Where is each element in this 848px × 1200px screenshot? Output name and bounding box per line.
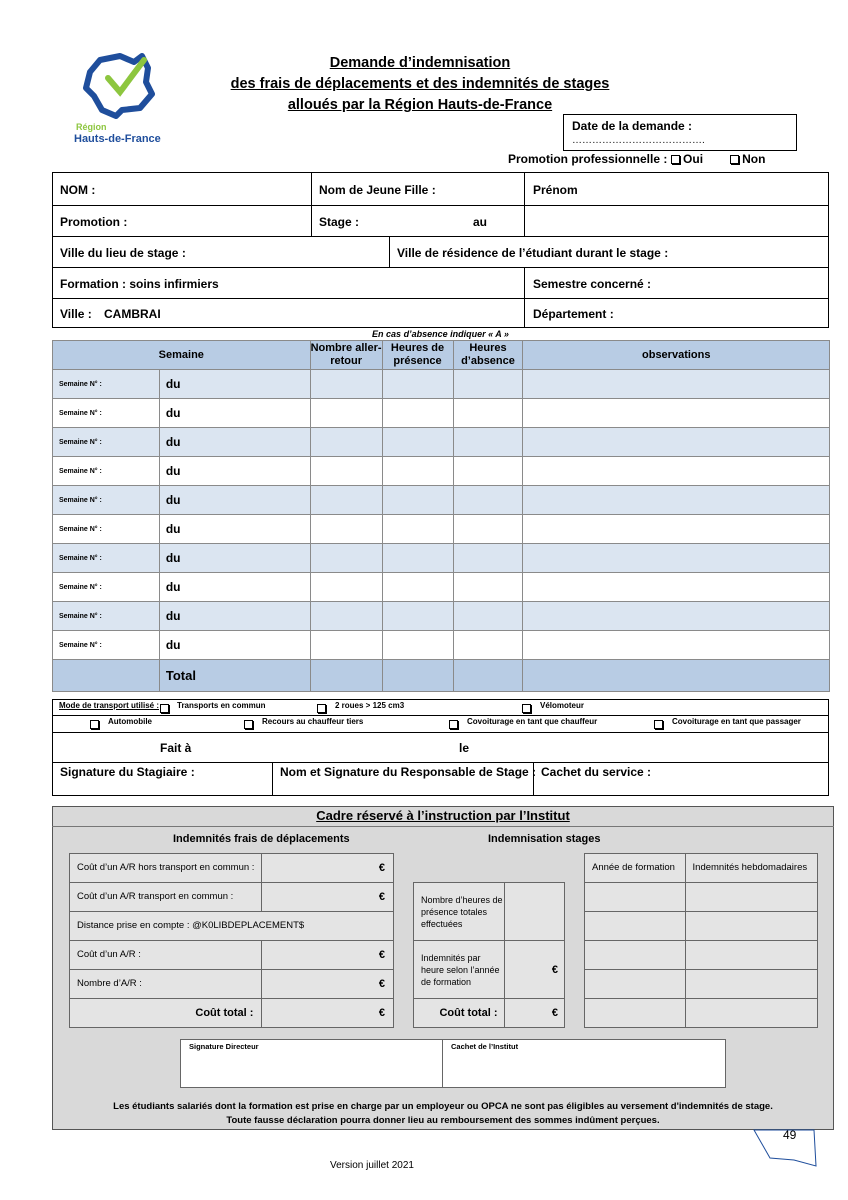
frais-title: Indemnités frais de déplacements	[173, 833, 350, 845]
week-absence-cell[interactable]	[453, 631, 523, 660]
nombre-ar-value[interactable]: €	[262, 970, 394, 999]
week-number-label: Semaine N° :	[53, 602, 160, 631]
departement-field[interactable]: Département :	[533, 307, 614, 321]
transport-commun-checkbox[interactable]	[160, 704, 169, 713]
non-checkbox[interactable]	[730, 155, 739, 164]
total-presence-cell[interactable]	[382, 660, 453, 692]
non-label: Non	[742, 152, 766, 166]
col-observations: observations	[523, 341, 830, 370]
week-number-label: Semaine N° :	[53, 428, 160, 457]
title-line-2: des frais de déplacements et des indemnités de stages	[230, 76, 610, 92]
week-nombre-cell[interactable]	[310, 602, 382, 631]
week-row	[53, 573, 830, 602]
ville-label: Ville :	[60, 307, 92, 321]
week-presence-cell[interactable]	[382, 544, 453, 573]
week-absence-cell[interactable]	[453, 486, 523, 515]
week-nombre-cell[interactable]	[310, 631, 382, 660]
week-absence-cell[interactable]	[453, 515, 523, 544]
le-field[interactable]: le	[459, 741, 470, 755]
annee-cell[interactable]	[585, 883, 686, 912]
week-observations-cell[interactable]	[523, 486, 830, 515]
automobile-checkbox[interactable]	[90, 720, 99, 729]
frais-cout-total-label: Coût total :	[70, 999, 262, 1028]
formation-field: Formation : soins infirmiers	[60, 277, 219, 291]
signature-directeur-label: Signature Directeur	[189, 1042, 259, 1051]
total-nombre-cell[interactable]	[310, 660, 382, 692]
distance-label: Distance prise en compte : @K0LIBDEPLACEMENT$	[70, 912, 394, 941]
title-line-1: Demande d’indemnisation	[329, 55, 511, 71]
week-observations-cell[interactable]	[523, 631, 830, 660]
week-presence-cell[interactable]	[382, 573, 453, 602]
two-wheels-checkbox[interactable]	[317, 704, 326, 713]
week-row	[53, 544, 830, 573]
week-du-field[interactable]: du	[159, 370, 310, 399]
hebdo-cell[interactable]	[685, 883, 817, 912]
cachet-institut-label: Cachet de l’Institut	[451, 1042, 519, 1051]
absence-note: En cas d’absence indiquer « A »	[372, 329, 509, 339]
week-nombre-cell[interactable]	[310, 399, 382, 428]
indem-heure-label: Indemnités par heure selon l’année de formation	[414, 941, 505, 999]
semestre-field[interactable]: Semestre concerné :	[533, 277, 652, 291]
nom-jeune-fille-field[interactable]: Nom de Jeune Fille :	[319, 183, 436, 197]
week-du-field[interactable]: du	[159, 631, 310, 660]
week-row	[53, 457, 830, 486]
week-number-label: Semaine N° :	[53, 370, 160, 399]
week-du-field[interactable]: du	[159, 544, 310, 573]
frais-table	[69, 853, 394, 1028]
institut-title: Cadre réservé à l’instruction par l’Institut	[316, 808, 570, 823]
total-observations-cell[interactable]	[523, 660, 830, 692]
indem-heure-value[interactable]: €	[504, 941, 565, 999]
title-line-3: alloués par la Région Hauts-de-France	[287, 97, 553, 113]
cout-ar-value[interactable]: €	[262, 941, 394, 970]
week-nombre-cell[interactable]	[310, 544, 382, 573]
week-row	[53, 428, 830, 457]
date-label: Date de la demande :	[572, 119, 693, 133]
week-absence-cell[interactable]	[453, 370, 523, 399]
col-heures-absence: Heures d’absence	[453, 341, 523, 370]
week-nombre-cell[interactable]	[310, 515, 382, 544]
cout-hors-tc-value[interactable]: €	[262, 854, 394, 883]
week-row	[53, 515, 830, 544]
week-observations-cell[interactable]	[523, 573, 830, 602]
footnote-fausse-declaration: Toute fausse déclaration pourra donner lieu au remboursement des sommes indûment perçues.	[226, 1115, 660, 1126]
week-absence-cell[interactable]	[453, 428, 523, 457]
ville-value: CAMBRAI	[104, 307, 161, 321]
stage-field[interactable]: Stage :	[319, 215, 360, 229]
date-box[interactable]	[563, 114, 797, 151]
annee-cell[interactable]	[585, 912, 686, 941]
week-row	[53, 631, 830, 660]
covoit-chauffeur-label: Covoiturage en tant que chauffeur	[467, 717, 598, 726]
week-du-field[interactable]: du	[159, 515, 310, 544]
annee-cell[interactable]	[585, 970, 686, 999]
chauffeur-tiers-label: Recours au chauffeur tiers	[262, 717, 364, 726]
signature-stagiaire-field[interactable]: Signature du Stagiaire :	[60, 765, 195, 779]
week-du-field[interactable]: du	[159, 602, 310, 631]
nb-heures-value[interactable]	[504, 883, 565, 941]
version-label: Version juillet 2021	[330, 1160, 414, 1171]
annee-table	[584, 853, 818, 1028]
week-presence-cell[interactable]	[382, 631, 453, 660]
week-presence-cell[interactable]	[382, 602, 453, 631]
oui-label: Oui	[683, 152, 704, 166]
week-nombre-cell[interactable]	[310, 457, 382, 486]
week-presence-cell[interactable]	[382, 486, 453, 515]
week-presence-cell[interactable]	[382, 428, 453, 457]
week-row	[53, 602, 830, 631]
frais-cout-total-value[interactable]: €	[262, 999, 394, 1028]
stages-title: Indemnisation stages	[488, 833, 601, 845]
hebdo-cell[interactable]	[685, 912, 817, 941]
signature-responsable-field[interactable]: Nom et Signature du Responsable de Stage :	[280, 765, 537, 779]
logo-text-hdf: Hauts-de-France	[74, 133, 161, 145]
week-observations-cell[interactable]	[523, 370, 830, 399]
nombre-ar-label: Nombre d’A/R :	[70, 970, 262, 999]
week-observations-cell[interactable]	[523, 428, 830, 457]
week-observations-cell[interactable]	[523, 602, 830, 631]
transport-mode-label: Mode de transport utilisé :	[59, 701, 160, 710]
prenom-field[interactable]: Prénom	[533, 183, 578, 197]
week-number-label: Semaine N° :	[53, 486, 160, 515]
nom-field[interactable]: NOM :	[60, 183, 96, 197]
week-number-label: Semaine N° :	[53, 399, 160, 428]
col-heures-presence: Heures de présence	[382, 341, 453, 370]
week-presence-cell[interactable]	[382, 515, 453, 544]
footnote-salaries: Les étudiants salariés dont la formation est prise en charge par un employeur ou OPCA ne sont pas éligibles au versement d'indemnités de stage.	[113, 1101, 773, 1112]
cout-hors-tc-label: Coût d’un A/R hors transport en commun :	[70, 854, 262, 883]
signature-directeur-box[interactable]	[180, 1039, 443, 1088]
transport-commun-label: Transports en commun	[177, 701, 266, 710]
hebdo-cell[interactable]	[685, 999, 817, 1028]
week-number-label: Semaine N° :	[53, 573, 160, 602]
chauffeur-tiers-checkbox[interactable]	[244, 720, 253, 729]
promo-pro-label: Promotion professionnelle :	[508, 152, 668, 166]
ville-stage-field[interactable]: Ville du lieu de stage :	[60, 246, 186, 260]
nb-heures-label: Nombre d’heures de présence totales effectuées	[414, 883, 505, 941]
week-absence-cell[interactable]	[453, 399, 523, 428]
week-presence-cell[interactable]	[382, 370, 453, 399]
week-number-label: Semaine N° :	[53, 515, 160, 544]
date-dots: ………………………………….	[572, 135, 705, 146]
annee-cell[interactable]	[585, 999, 686, 1028]
hebdo-cell[interactable]	[685, 941, 817, 970]
week-nombre-cell[interactable]	[310, 573, 382, 602]
week-number-label: Semaine N° :	[53, 631, 160, 660]
week-observations-cell[interactable]	[523, 399, 830, 428]
week-du-field[interactable]: du	[159, 486, 310, 515]
annee-formation-header: Année de formation	[585, 854, 686, 883]
covoit-passager-label: Covoiturage en tant que passager	[672, 717, 801, 726]
week-presence-cell[interactable]	[382, 457, 453, 486]
cachet-service-field[interactable]: Cachet du service :	[541, 765, 652, 779]
cout-tc-value[interactable]: €	[262, 883, 394, 912]
stage-au-label: au	[473, 215, 488, 229]
week-du-field[interactable]: du	[159, 573, 310, 602]
week-nombre-cell[interactable]	[310, 370, 382, 399]
covoit-passager-checkbox[interactable]	[654, 720, 663, 729]
week-nombre-cell[interactable]	[310, 486, 382, 515]
fait-a-field[interactable]: Fait à	[160, 741, 192, 755]
total-absence-cell[interactable]	[453, 660, 523, 692]
velomoteur-checkbox[interactable]	[522, 704, 531, 713]
ville-residence-field[interactable]: Ville de résidence de l’étudiant durant le stage :	[397, 246, 669, 260]
week-row	[53, 399, 830, 428]
week-nombre-cell[interactable]	[310, 428, 382, 457]
week-observations-cell[interactable]	[523, 544, 830, 573]
week-presence-cell[interactable]	[382, 399, 453, 428]
col-semaine: Semaine	[53, 341, 311, 370]
col-nombre-ar: Nombre aller-retour	[310, 341, 382, 370]
week-observations-cell[interactable]	[523, 457, 830, 486]
region-logo	[72, 48, 172, 148]
week-absence-cell[interactable]	[453, 573, 523, 602]
week-du-field[interactable]: du	[159, 399, 310, 428]
automobile-label: Automobile	[108, 717, 152, 726]
week-observations-cell[interactable]	[523, 515, 830, 544]
region-logo-icon	[72, 48, 172, 120]
promotion-field[interactable]: Promotion :	[60, 215, 128, 229]
cachet-institut-box[interactable]	[443, 1039, 726, 1088]
week-number-label: Semaine N° :	[53, 457, 160, 486]
weeks-table	[52, 340, 830, 692]
week-absence-cell[interactable]	[453, 457, 523, 486]
week-number-label: Semaine N° :	[53, 544, 160, 573]
oui-checkbox[interactable]	[671, 155, 680, 164]
total-label: Total	[159, 660, 310, 692]
stages-table	[413, 882, 565, 1028]
indem-hebdo-header: Indemnités hebdomadaires	[685, 854, 817, 883]
week-absence-cell[interactable]	[453, 602, 523, 631]
week-du-field[interactable]: du	[159, 457, 310, 486]
annee-cell[interactable]	[585, 941, 686, 970]
logo-text-region: Région	[76, 122, 107, 132]
page-number: 49	[783, 1128, 797, 1142]
cout-tc-label: Coût d’un A/R transport en commun :	[70, 883, 262, 912]
two-wheels-label: 2 roues > 125 cm3	[335, 701, 405, 710]
week-row	[53, 370, 830, 399]
stages-cout-total-value[interactable]: €	[504, 999, 565, 1028]
stages-cout-total-label: Coût total :	[414, 999, 505, 1028]
cout-ar-label: Coût d’un A/R :	[70, 941, 262, 970]
hebdo-cell[interactable]	[685, 970, 817, 999]
promo-pro-row	[508, 152, 765, 166]
week-absence-cell[interactable]	[453, 544, 523, 573]
covoit-chauffeur-checkbox[interactable]	[449, 720, 458, 729]
week-du-field[interactable]: du	[159, 428, 310, 457]
velomoteur-label: Vélomoteur	[540, 701, 585, 710]
week-row	[53, 486, 830, 515]
